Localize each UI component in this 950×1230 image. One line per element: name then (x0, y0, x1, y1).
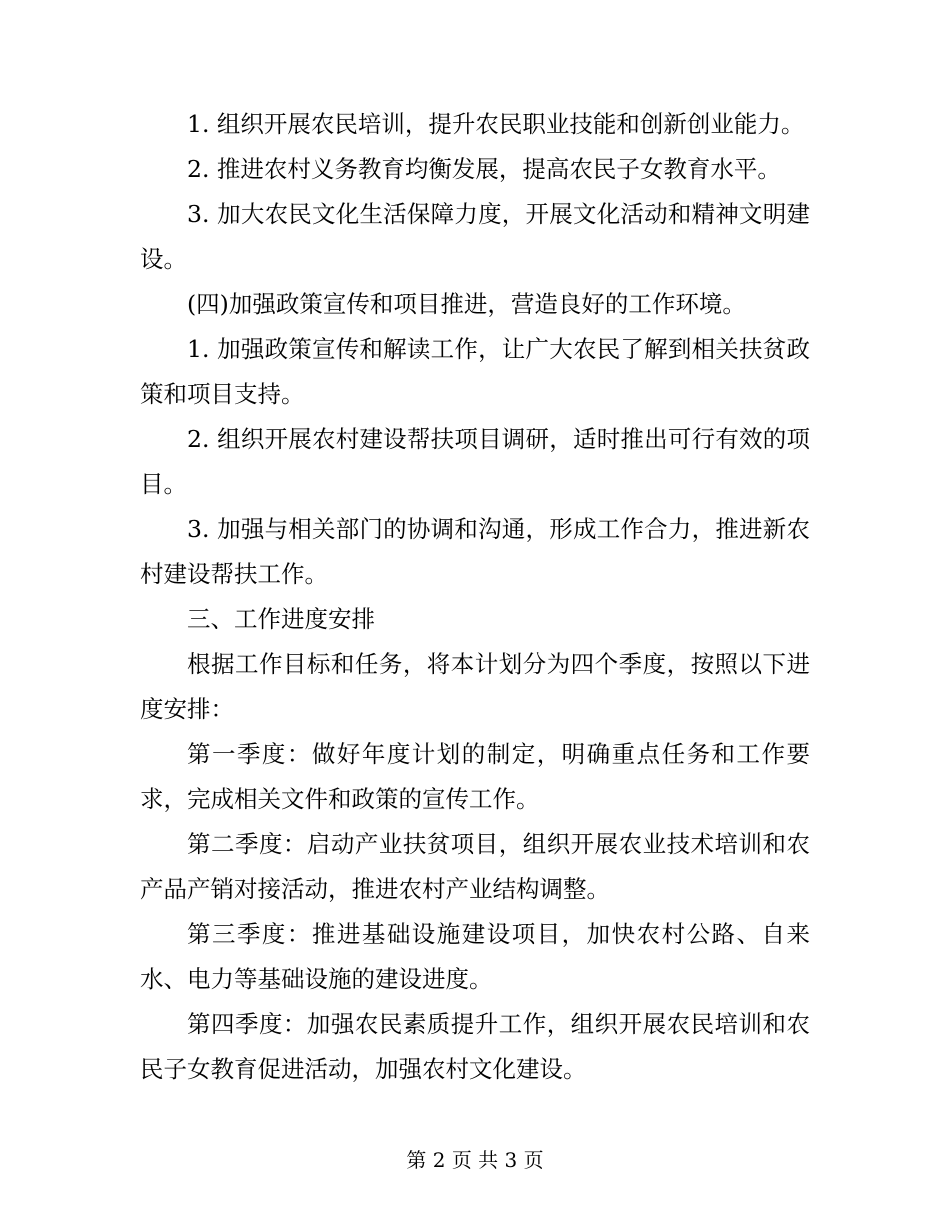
list-item-training: 1. 组织开展农民培训，提升农民职业技能和创新创业能力。 (187, 110, 805, 138)
list-item-project-research: 2. 组织开展农村建设帮扶项目调研，适时推出可行有效的项目。 (140, 425, 810, 498)
list-item-culture: 3. 加大农民文化生活保障力度，开展文化活动和精神文明建设。 (140, 200, 810, 273)
list-item-education: 2. 推进农村义务教育均衡发展，提高农民子女教育水平。 (187, 155, 781, 183)
list-item-policy-publicity: 1. 加强政策宣传和解读工作，让广大农民了解到相关扶贫政策和项目支持。 (140, 335, 810, 408)
document-body (140, 102, 810, 1092)
schedule-q2: 第二季度：启动产业扶贫项目，组织开展农业技术培训和农产品产销对接活动，推进农村产业结构调整。 (140, 830, 810, 903)
schedule-q4: 第四季度：加强农民素质提升工作，组织开展农民培训和农民子女教育促进活动，加强农村文化建设。 (140, 1010, 810, 1083)
section-heading-policy: (四)加强政策宣传和项目推进，营造良好的工作环境。 (187, 290, 746, 318)
section-heading-schedule: 三、工作进度安排 (187, 605, 375, 633)
schedule-q3: 第三季度：推进基础设施建设项目，加快农村公路、自来水、电力等基础设施的建设进度。 (140, 920, 810, 993)
schedule-q1: 第一季度：做好年度计划的制定，明确重点任务和工作要求，完成相关文件和政策的宣传工作。 (140, 740, 810, 813)
page-number-footer: 第 2 页 共 3 页 (406, 1148, 544, 1172)
list-item-coordination: 3. 加强与相关部门的协调和沟通，形成工作合力，推进新农村建设帮扶工作。 (140, 515, 810, 588)
schedule-intro: 根据工作目标和任务，将本计划分为四个季度，按照以下进度安排： (140, 650, 810, 723)
